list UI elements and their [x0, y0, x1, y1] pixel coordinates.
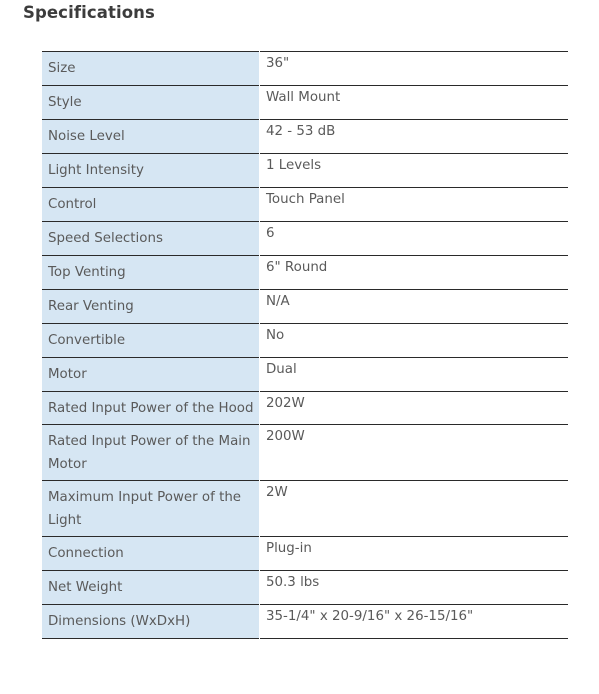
spec-row-maximum-input-power-light: [42, 481, 568, 537]
spec-value: 1 Levels: [260, 154, 569, 188]
spec-value: 42 - 53 dB: [260, 120, 569, 154]
spec-value: Wall Mount: [260, 86, 569, 120]
spec-label: Connection: [42, 537, 260, 571]
spec-row-top-venting: [42, 256, 568, 290]
spec-value: 35-1/4" x 20-9/16" x 26-15/16": [260, 605, 569, 639]
spec-label: Top Venting: [42, 256, 260, 290]
spec-label: Light Intensity: [42, 154, 260, 188]
specifications-table-body: [42, 52, 568, 639]
spec-row-style: [42, 86, 568, 120]
spec-row-control: [42, 188, 568, 222]
spec-label: Rated Input Power of the Hood: [42, 392, 260, 425]
spec-label: Size: [42, 52, 260, 86]
spec-value: Touch Panel: [260, 188, 569, 222]
spec-value: 50.3 lbs: [260, 571, 569, 605]
spec-label: Convertible: [42, 324, 260, 358]
spec-value: 200W: [260, 425, 569, 481]
spec-row-rear-venting: [42, 290, 568, 324]
spec-row-light-intensity: [42, 154, 568, 188]
spec-label: Speed Selections: [42, 222, 260, 256]
spec-row-convertible: [42, 324, 568, 358]
spec-row-motor: [42, 358, 568, 392]
spec-label: Motor: [42, 358, 260, 392]
spec-row-net-weight: [42, 571, 568, 605]
spec-value: 36": [260, 52, 569, 86]
spec-label: Rear Venting: [42, 290, 260, 324]
spec-row-rated-input-power-main-motor: [42, 425, 568, 481]
spec-row-noise-level: [42, 120, 568, 154]
spec-row-dimensions: [42, 605, 568, 639]
spec-label: Noise Level: [42, 120, 260, 154]
spec-value: N/A: [260, 290, 569, 324]
spec-label: Style: [42, 86, 260, 120]
spec-value: No: [260, 324, 569, 358]
spec-value: 2W: [260, 481, 569, 537]
spec-label: Dimensions (WxDxH): [42, 605, 260, 639]
spec-value: 202W: [260, 392, 569, 425]
spec-label: Maximum Input Power of the Light: [42, 481, 260, 537]
spec-label: Rated Input Power of the Main Motor: [42, 425, 260, 481]
specifications-heading: Specifications: [23, 3, 155, 22]
spec-row-size: [42, 52, 568, 86]
spec-row-rated-input-power-hood: [42, 392, 568, 425]
specifications-table: [42, 51, 568, 639]
spec-label: Control: [42, 188, 260, 222]
spec-value: Dual: [260, 358, 569, 392]
spec-row-speed-selections: [42, 222, 568, 256]
spec-value: 6: [260, 222, 569, 256]
spec-label: Net Weight: [42, 571, 260, 605]
spec-value: 6" Round: [260, 256, 569, 290]
spec-row-connection: [42, 537, 568, 571]
spec-value: Plug-in: [260, 537, 569, 571]
